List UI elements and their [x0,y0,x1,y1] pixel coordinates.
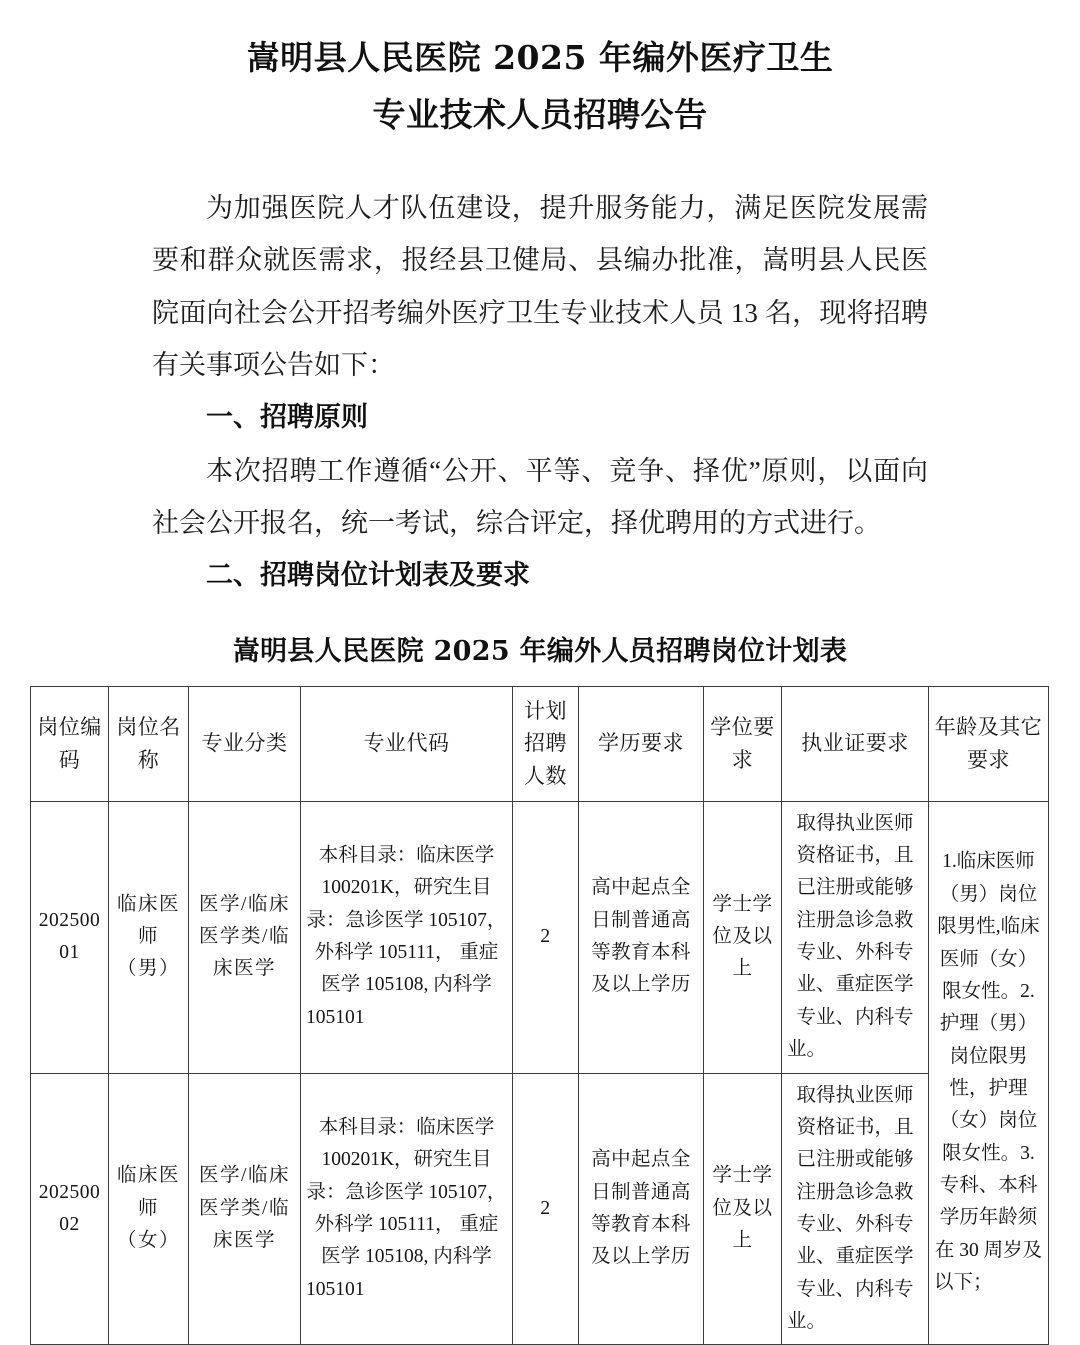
section-paragraph-1: 本次招聘工作遵循“公开、平等、竞争、择优”原则，以面向社会公开报名，统一考试，综合评定，择优聘用的方式进行。 [152,455,928,539]
cell-post-name: 临床医师（女） [109,1073,189,1345]
column-header-major-class: 专业分类 [189,686,301,801]
cell-license: 取得执业医师资格证书，且已注册或能够注册急诊急救专业、外科专业、重症医学专业、内科专业。 [782,1073,929,1345]
cell-post-name: 临床医师（男） [109,801,189,1073]
table-row [31,801,1049,1073]
column-header-post-code: 岗位编码 [31,686,109,801]
cell-degree: 学士学位及以上 [704,1073,782,1345]
cell-plan-count: 2 [513,801,579,1073]
column-header-degree: 学位要求 [704,686,782,801]
intro-paragraph: 为加强医院人才队伍建设，提升服务能力，满足医院发展需要和群众就医需求，报经县卫健局、县编办批准，嵩明县人民医院面向社会公开招考编外医疗卫生专业技术人员 13 名，现将招聘有关事项公告如下： [152,192,928,381]
section-heading-1: 一、招聘原则 [206,402,368,434]
cell-major-class: 医学/临床医学类/临床医学 [189,1073,301,1345]
column-header-age: 年龄及其它要求 [929,686,1049,801]
page-title-line-2: 专业技术人员招聘公告 [372,94,708,134]
document-body [0,182,1080,668]
page-title [0,0,1080,144]
cell-post-code: 202500 02 [31,1073,109,1345]
page-title-line-1: 嵩明县人民医院 2025 年编外医疗卫生 [246,38,834,77]
cell-major-code: 本科目录：临床医学 100201K，研究生目录：急诊医学 105107， 外科学 105111， 重症医学 105108, 内科学 105101 [301,801,513,1073]
column-header-major-code: 专业代码 [301,686,513,801]
column-header-license: 执业证要求 [782,686,929,801]
column-header-plan-count: 计划招聘人数 [513,686,579,801]
table-row [31,1073,1049,1345]
table-header-row [31,686,1049,801]
column-header-education: 学历要求 [579,686,704,801]
cell-plan-count: 2 [513,1073,579,1345]
cell-license: 取得执业医师资格证书，且已注册或能够注册急诊急救专业、外科专业、重症医学专业、内科专业。 [782,801,929,1073]
cell-degree: 学士学位及以上 [704,801,782,1073]
cell-education: 高中起点全日制普通高等教育本科及以上学历 [579,801,704,1073]
column-header-post-name: 岗位名称 [109,686,189,801]
table-container [0,686,1080,1345]
cell-age-requirement: 1.临床医师（男）岗位限男性,临床医师（女）限女性。2.护理（男）岗位限男性，护理（女）岗位限女性。3.专科、本科学历年龄须在 30 周岁及以下； [929,801,1049,1345]
cell-education: 高中起点全日制普通高等教育本科及以上学历 [579,1073,704,1345]
cell-post-code: 202500 01 [31,801,109,1073]
recruitment-plan-table [30,686,1049,1345]
cell-major-class: 医学/临床医学类/临床医学 [189,801,301,1073]
table-caption: 嵩明县人民医院 2025 年编外人员招聘岗位计划表 [232,635,848,667]
section-heading-2: 二、招聘岗位计划表及要求 [206,559,530,591]
cell-major-code: 本科目录：临床医学 100201K，研究生目录：急诊医学 105107， 外科学 105111， 重症医学 105108, 内科学 105101 [301,1073,513,1345]
